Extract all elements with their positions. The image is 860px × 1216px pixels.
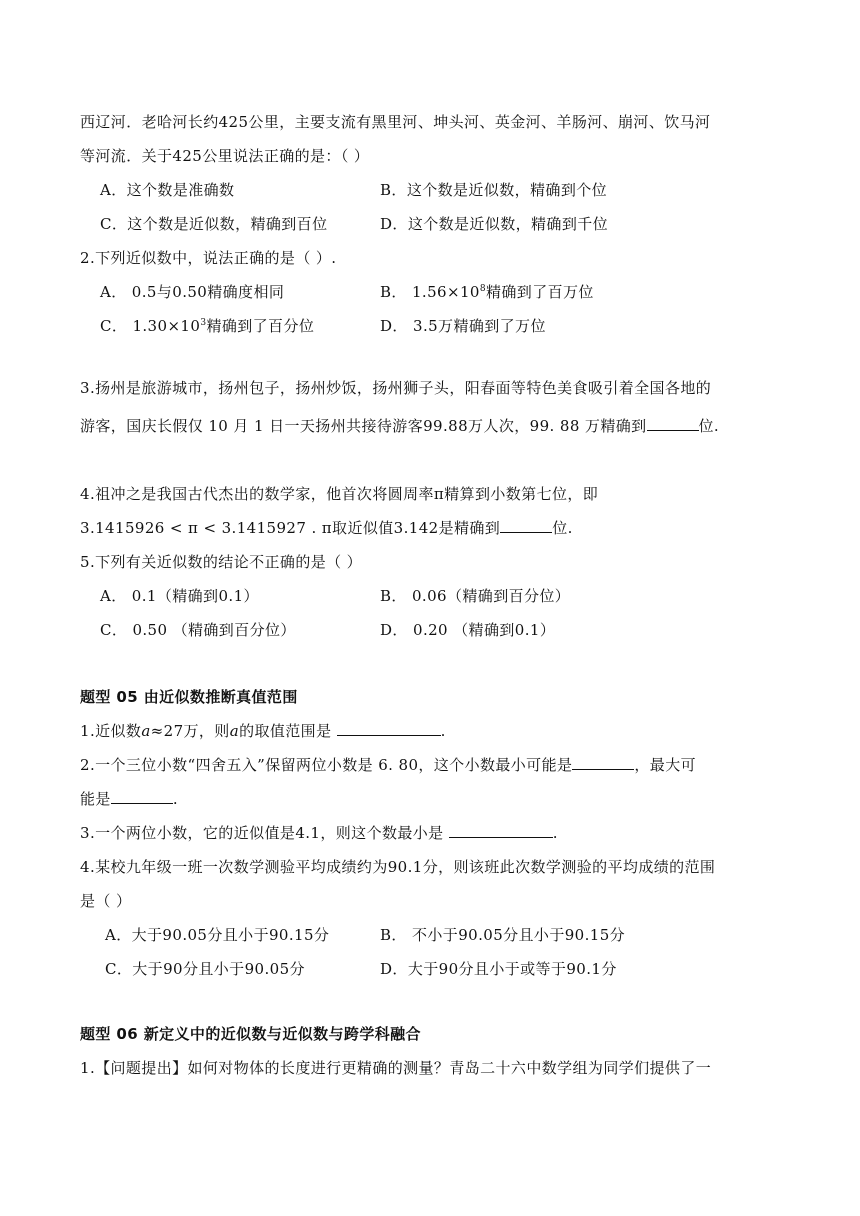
q5-option-c: C． 0.50 （精确到百分位） [100,621,296,639]
answer-blank[interactable] [500,518,552,533]
section-05-title: 题型 05 由近似数推断真值范围 [80,688,298,706]
answer-blank[interactable] [647,416,699,431]
q2-option-a: A． 0.5与0.50精确度相同 [100,283,285,301]
intro-option-b: B．这个数是近似数，精确到个位 [380,181,608,199]
s5-q4-line-2: 是（ ） [80,892,132,910]
s5-q2-line-2: 能是 . [80,790,178,808]
answer-blank[interactable] [572,755,634,770]
answer-blank[interactable] [449,823,553,838]
q5-option-a: A． 0.1（精确到0.1） [100,587,259,605]
intro-line-2: 等河流．关于425公里说法正确的是：（ ） [80,147,370,165]
q2-option-d: D． 3.5万精确到了万位 [380,317,546,335]
s5-q4-line-1: 4.某校九年级一班一次数学测验平均成绩约为90.1分，则该班此次数学测验的平均成绩的范围 [80,858,716,876]
q3-line-2: 游客，国庆长假仅 10 月 1 日一天扬州共接待游客99.88万人次，99. 88 万精确到 位. [80,417,720,435]
q2-stem: 2.下列近似数中，说法正确的是（ ）. [80,249,337,267]
s5-q4-option-c: C．大于90分且小于90.05分 [105,960,305,978]
answer-blank[interactable] [337,721,441,736]
intro-option-c: C．这个数是近似数，精确到百位 [100,215,328,233]
s5-q1: 1.近似数a≈27万，则a的取值范围是 . [80,722,446,740]
s6-q1-line-1: 1.【问题提出】如何对物体的长度进行更精确的测量？青岛二十六中数学组为同学们提供了一 [80,1059,712,1077]
q4-line-2: 3.1415926 < π < 3.1415927 . π取近似值3.142是精确到 位. [80,519,573,537]
q3-line-1: 3.扬州是旅游城市，扬州包子，扬州炒饭，扬州狮子头，阳春面等特色美食吸引着全国各地的 [80,379,712,397]
q2-option-c: C． $1.30\times 10^3$精确到了百分位 [100,317,315,335]
s5-q2-line-1: 2.一个三位小数“四舍五入”保留两位小数是 6. 80，这个小数最小可能是 ，最大可 [80,756,696,774]
q4-line-1: 4.祖冲之是我国古代杰出的数学家，他首次将圆周率π精算到小数第七位，即 [80,485,599,503]
q5-option-d: D． 0.20 （精确到0.1） [380,621,556,639]
intro-option-a: A．这个数是准确数 [100,181,235,199]
q5-option-b: B． 0.06（精确到百分位） [380,587,571,605]
intro-line-1: 西辽河．老哈河长约425公里，主要支流有黑里河、坤头河、英金河、羊肠河、崩河、饮马河 [80,113,711,131]
q5-stem: 5.下列有关近似数的结论不正确的是（ ） [80,553,363,571]
s5-q4-option-b: B． 不小于90.05分且小于90.15分 [380,926,626,944]
q2-option-b: B． $1.56\times 10^8$精确到了百万位 [380,283,594,301]
s5-q4-option-a: A．大于90.05分且小于90.15分 [105,926,330,944]
s5-q3: 3.一个两位小数，它的近似值是4.1，则这个数最小是 . [80,824,558,842]
answer-blank[interactable] [111,789,173,804]
s5-q4-option-d: D．大于90分且小于或等于90.1分 [380,960,617,978]
intro-option-d: D．这个数是近似数，精确到千位 [380,215,609,233]
section-06-title: 题型 06 新定义中的近似数与近似数与跨学科融合 [80,1025,421,1043]
